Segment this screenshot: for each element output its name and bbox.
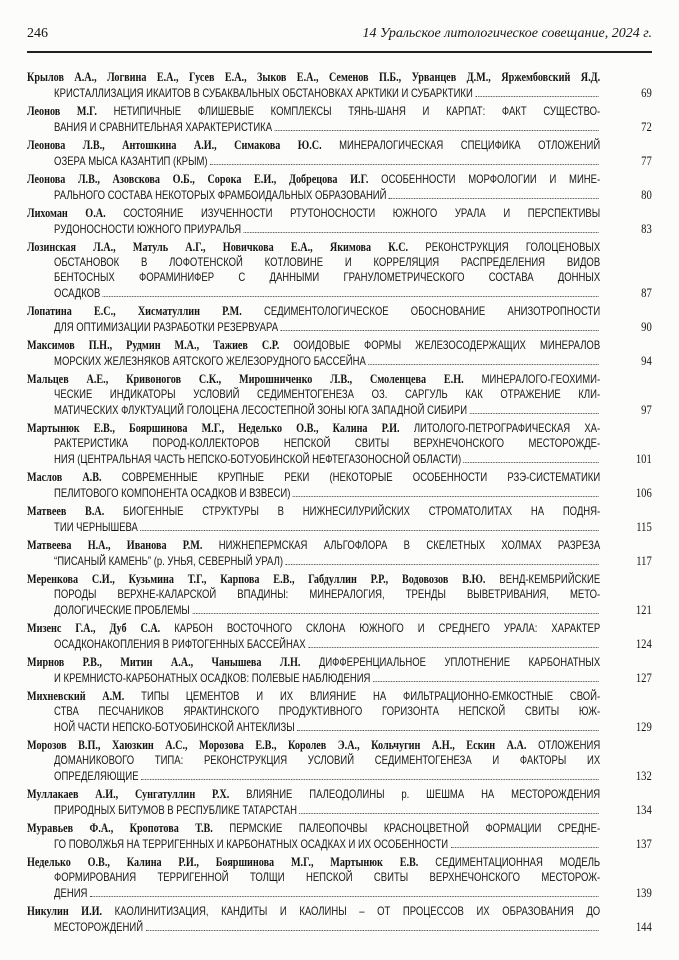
toc-entry[interactable] <box>27 855 652 900</box>
toc-entry-authors: Мирнов Р.В., Митин А.А., Чанышева Л.Н. <box>27 655 301 669</box>
toc-entry-title-part: БИОГЕННЫЕ СТРУКТУРЫ В НИЖНЕСИЛУРИЙСКИХ СТРОМАТОЛИТАХ НА ПОДНЯ- <box>123 505 601 518</box>
toc-entry-authors: Мизенс Г.А., Дуб С.А. <box>27 621 161 635</box>
toc-entry-authors: Леонов М.Г. <box>27 104 97 118</box>
dot-leader <box>285 564 598 565</box>
toc-entry[interactable] <box>27 504 652 534</box>
toc-entry-title-line: СТВА ПЕСЧАНИКОВ ЯРАКТИНСКОГО ПРОДУКТИВНОГО ГОРИЗОНТА НЕПСКОЙ СВИТЫ ЮЖ- <box>54 705 601 718</box>
toc-entry[interactable] <box>27 304 652 334</box>
toc-entry[interactable] <box>27 689 652 734</box>
toc-entry-first-line <box>27 240 600 255</box>
toc-entry-title-line: РАЛЬНОГО СОСТАВА НЕКОТОРЫХ ФРАМБОИДАЛЬНЫХ ОБРАЗОВАНИЙ <box>54 189 387 202</box>
toc-entry-page-number: 90 <box>641 319 652 334</box>
toc-entry[interactable] <box>27 206 652 236</box>
toc-entry-first-line <box>27 338 600 353</box>
dot-leader <box>141 779 599 780</box>
toc-entry-title-part: ПЕРМСКИЕ ПАЛЕОПОЧВЫ КРАСНОЦВЕТНОЙ ФОРМАЦИИ СРЕДНЕ- <box>229 822 601 835</box>
toc-entry-authors: Леонова Л.В., Антошкина А.И., Симакова Ю.С. <box>27 138 322 152</box>
toc-entry[interactable] <box>27 104 652 134</box>
toc-entry-authors: Максимов П.Н., Рудмин М.А., Тажиев С.Р. <box>27 338 280 352</box>
toc-entry[interactable] <box>27 621 652 651</box>
toc-entry-authors: Лихоман О.А. <box>27 206 106 220</box>
toc-entry-last-line <box>54 519 652 534</box>
toc-entry-authors: Крылов А.А., Логвина Е.А., Гусев Е.А., Зыков Е.А., Семенов П.Б., Урванцев Д.М., Яржембовский Я.Д. <box>27 70 601 84</box>
toc-entry-last-line <box>54 153 652 168</box>
toc-entry-authors: Недeлько О.В., Калина Р.И., Бояршинова М.Г., Мартынюк Е.В. <box>27 855 419 869</box>
toc-entry-first-line <box>27 572 600 587</box>
dot-leader <box>244 232 599 233</box>
toc-entry-title-line: ТИИ ЧЕРНЫШЕВА <box>54 521 138 534</box>
toc-entry-first-line <box>27 855 600 870</box>
toc-entry-page-number: 129 <box>635 719 652 734</box>
toc-entry-page-number: 121 <box>635 602 652 617</box>
dot-leader <box>90 896 599 897</box>
toc-entry-page-number: 77 <box>641 153 652 168</box>
toc-entry-page-number: 83 <box>641 221 652 236</box>
toc-entry-title-line: ОПРЕДЕЛЯЮЩИЕ <box>54 770 139 783</box>
toc-entry[interactable] <box>27 421 652 466</box>
toc-entry-title-part: ОТЛОЖЕНИЯ <box>538 739 601 752</box>
toc-entry-authors: Леонова Л.В., Азовскова О.Б., Сорока Е.И., Добрецова И.Г. <box>27 172 369 186</box>
toc-entry-first-line <box>27 655 600 670</box>
toc-entry-title-line: МОРСКИХ ЖЕЛЕЗНЯКОВ АЯТСКОГО ЖЕЛЕЗОРУДНОГО БАССЕЙНА <box>54 355 366 368</box>
toc-entry-title-line: ФОРМИРОВАНИЯ ТЕРРИГЕННОЙ ТОЛЩИ НЕПСКОЙ СВИТЫ ВЕРХНЕЧОНСКОГО МЕСТОРОЖ- <box>54 871 601 884</box>
running-header-title: 14 Уральское литологическое совещание, 2024 г. <box>362 26 652 41</box>
toc-entry-title-part: НИЖНЕПЕРМСКАЯ АЛЬГОФЛОРА В СКЕЛЕТНЫХ ХОЛМАХ РАЗРЕЗА <box>218 539 601 552</box>
toc-entry-title-line: ДЕНИЯ <box>54 887 88 900</box>
toc-entry-title-line: БЕНТОСНЫХ ФОРАМИНИФЕР С ДАННЫМИ ГРАНУЛОМЕТРИЧЕСКОГО СОСТАВА ДОННЫХ <box>54 271 601 284</box>
toc-entry-last-line <box>54 187 652 202</box>
dot-leader <box>293 496 599 497</box>
toc-entry-first-line <box>27 538 600 553</box>
dot-leader <box>469 413 598 414</box>
toc-entry-authors: Михневский А.М. <box>27 689 125 703</box>
toc-entry-title-line: ПЕЛИТОВОГО КОМПОНЕНТА ОСАДКОВ И ВЗВЕСИ) <box>54 487 291 500</box>
toc-entry-title-part: ЛИТОЛОГО-ПЕТРОГРАФИЧЕСКАЯ ХА- <box>413 422 601 435</box>
toc-entry-first-line <box>27 787 600 802</box>
dot-leader <box>373 681 599 682</box>
header-divider <box>27 51 652 53</box>
toc-entry-authors: Муллакаев А.И., Сунгатуллин Р.Х. <box>27 787 230 801</box>
toc-entry-last-line <box>54 402 652 417</box>
toc-entry-first-line <box>27 738 600 753</box>
toc-entry-last-line <box>54 802 652 817</box>
dot-leader <box>475 96 598 97</box>
toc-entry-title-part: СЕДИМЕНТОЛОГИЧЕСКОЕ ОБОСНОВАНИЕ АНИЗОТРОПНОСТИ <box>263 305 601 318</box>
toc-entry-last-line <box>54 768 652 783</box>
toc-entry-title-part: ОСОБЕННОСТИ МОРФОЛОГИИ И МИНЕ- <box>381 173 601 186</box>
dot-leader <box>146 930 599 931</box>
toc-entry-page-number: 144 <box>635 919 652 934</box>
toc-entry-title-line: ЧЕСКИЕ ИНДИКАТОРЫ УСЛОВИЙ СЕДИМЕНТОГЕНЕЗА ОЗ. САРГУЛЬ КАК ОТРАЖЕНИЕ КЛИ- <box>54 388 601 401</box>
toc-entry-last-line <box>54 719 652 734</box>
toc-entry-first-line <box>27 821 600 836</box>
toc-entry-last-line <box>54 221 652 236</box>
toc-entry-authors: Никулин И.И. <box>27 904 103 918</box>
toc-entry-title-line: ГО ПОВОЛЖЬЯ НА ТЕРРИГЕННЫХ И КАРБОНАТНЫХ ОСАДКАХ И ИХ ОСОБЕННОСТИ <box>54 838 449 851</box>
toc-entry-last-line <box>54 602 652 617</box>
toc-entry-title-line: ПРИРОДНЫХ БИТУМОВ В РЕСПУБЛИКЕ ТАТАРСТАН <box>54 804 297 817</box>
dot-leader <box>275 130 599 131</box>
toc-entry[interactable] <box>27 538 652 568</box>
toc-entry[interactable] <box>27 172 652 202</box>
toc-entry-first-line <box>27 104 600 119</box>
toc-entry-title-part: НЕТИПИЧНЫЕ ФЛИШЕВЫЕ КОМПЛЕКСЫ ТЯНЬ-ШАНЯ И КАРПАТ: ФАКТ СУЩЕСТВО- <box>113 105 601 118</box>
toc-entry-title-part: МИНЕРАЛОГИЧЕСКАЯ СПЕЦИФИКА ОТЛОЖЕНИЙ <box>339 139 601 152</box>
toc-entry[interactable] <box>27 70 652 100</box>
toc-entry-page-number: 117 <box>636 553 652 568</box>
toc-entry-page-number: 127 <box>635 670 652 685</box>
toc-entry-first-line <box>27 621 600 636</box>
toc-entry-title-line: ДЛЯ ОПТИМИЗАЦИИ РАЗРАБОТКИ РЕЗЕРВУАРА <box>54 321 279 334</box>
page-number: 246 <box>27 26 48 41</box>
toc-entry-page-number: 80 <box>641 187 652 202</box>
toc-entry[interactable] <box>27 240 652 300</box>
dot-leader <box>451 847 599 848</box>
toc-entry-last-line <box>54 670 652 685</box>
toc-entry-authors: Мартынюк Е.В., Бояршинова М.Г., Недeлько О.В., Калина Р.И. <box>27 421 400 435</box>
toc-entry-title-line: РАКТЕРИСТИКА ПОРОД-КОЛЛЕКТОРОВ НЕПСКОЙ СВИТЫ ВЕРХНЕЧОНСКОГО МЕСТОРОЖДЕ- <box>54 437 601 450</box>
toc-entry-last-line <box>54 119 652 134</box>
toc-entry-last-line <box>54 85 652 100</box>
toc-entry-title-part: СЕДИМЕНТАЦИОННАЯ МОДЕЛЬ <box>435 856 601 869</box>
toc-entry-title-line: ПОРОДЫ ВЕРХНЕ-КАЛАРСКОЙ ВПАДИНЫ: МИНЕРАЛОГИЯ, ТРЕНДЫ ВЫВЕТРИВАНИЯ, МЕТО- <box>54 588 601 601</box>
toc-entry-page-number: 106 <box>635 485 652 500</box>
toc-entry-page-number: 134 <box>635 802 652 817</box>
toc-entry-first-line <box>27 372 600 387</box>
toc-entry-title-part: КАРБОН ВОСТОЧНОГО СКЛОНА ЮЖНОГО И СРЕДНЕГО УРАЛА: ХАРАКТЕР <box>174 622 601 635</box>
toc-entry-title-line: И КРЕМНИСТО-КАРБОНАТНЫХ ОСАДКОВ: ПОЛЕВЫЕ НАБЛЮДЕНИЯ <box>54 672 371 685</box>
toc-entry-title-part: ТИПЫ ЦЕМЕНТОВ И ИХ ВЛИЯНИЕ НА ФИЛЬТРАЦИОННО-ЕМКОСТНЫЕ СВОЙ- <box>141 690 601 703</box>
toc-entry-last-line <box>54 885 652 900</box>
toc-entry[interactable] <box>27 372 652 417</box>
toc-entry-title-line: НИЯ (ЦЕНТРАЛЬНАЯ ЧАСТЬ НЕПСКО-БОТУОБИНСКОЙ НЕФТЕГАЗОНОСНОЙ ОБЛАСТИ) <box>54 453 462 466</box>
toc-entry-last-line <box>54 836 652 851</box>
dot-leader <box>308 647 599 648</box>
toc-entry-title-line: ОБСТАНОВОК В ЛОФОТЕНСКОЙ КОТЛОВИНЕ И КОРРЕЛЯЦИЯ РАСПРЕДЕЛЕНИЯ ВИДОВ <box>54 256 601 269</box>
toc-entry-title-part: МИНЕРАЛОГО-ГЕОХИМИ- <box>481 373 601 386</box>
toc-entry[interactable] <box>27 904 652 934</box>
toc-entry-authors: Муравьев Ф.А., Кропотова Т.В. <box>27 821 213 835</box>
toc-entry-authors: Маслов А.В. <box>27 470 102 484</box>
toc-entry-title-part: ВЕНД-КЕМБРИЙСКИЕ <box>499 573 601 586</box>
toc-entry-last-line <box>54 485 652 500</box>
toc-entry-page-number: 124 <box>635 636 652 651</box>
toc-entry-page-number: 87 <box>641 285 652 300</box>
toc-entry-title-line: МАТИЧЕСКИХ ФЛУКТУАЦИЙ ГОЛОЦЕНА ЛЕСОСТЕПНОЙ ЗОНЫ ЮГА ЗАПАДНОЙ СИБИРИ <box>54 404 468 417</box>
toc-entry-first-line <box>27 304 600 319</box>
toc-entry-first-line <box>27 206 600 221</box>
toc-entry-page-number: 139 <box>635 885 652 900</box>
toc-entry-title-line: ОЗЕРА МЫСА КАЗАНТИП (КРЫМ) <box>54 155 208 168</box>
toc-entry-first-line <box>27 504 600 519</box>
toc-entry-title-part: ДИФФЕРЕНЦИАЛЬНОЕ УПЛОТНЕНИЕ КАРБОНАТНЫХ <box>318 656 601 669</box>
toc-entry-authors: Матвеев В.А. <box>27 504 105 518</box>
toc-entry-authors: Лозинская Л.А., Матуль А.Г., Новичкова Е.А., Якимова К.С. <box>27 240 409 254</box>
toc-entry[interactable] <box>27 655 652 685</box>
dot-leader <box>299 813 598 814</box>
toc-entry-title-part: СОСТОЯНИЕ ИЗУЧЕННОСТИ РТУТОНОСНОСТИ ЮЖНОГО УРАЛА И ПЕРСПЕКТИВЫ <box>123 207 601 220</box>
toc-entry-title-part: РЕКОНСТРУКЦИЯ ГОЛОЦЕНОВЫХ <box>425 241 601 254</box>
toc-entry-title-line: ДОЛОГИЧЕСКИЕ ПРОБЛЕМЫ <box>54 604 190 617</box>
toc-entry[interactable] <box>27 470 652 500</box>
toc-entry-first-line <box>27 70 600 85</box>
toc-entry-title-part: КАОЛИНИТИЗАЦИЯ, КАНДИТЫ И КАОЛИНЫ – ОТ ПРОЦЕССОВ ИХ ОБРАЗОВАНИЯ ДО <box>114 905 601 918</box>
toc-entry-page-number: 72 <box>641 119 652 134</box>
toc-entry-title-line: НОЙ ЧАСТИ НЕПСКО-БОТУОБИНСКОЙ АНТЕКЛИЗЫ <box>54 721 295 734</box>
dot-leader <box>281 330 599 331</box>
toc-entry-last-line <box>54 353 652 368</box>
toc-entry-title-line: МЕСТОРОЖДЕНИЙ <box>54 921 144 934</box>
toc-entry-authors: Мальцев А.Е., Кривоногов С.К., Мирошниченко Л.В., Смоленцева Е.Н. <box>27 372 464 386</box>
toc-entry[interactable] <box>27 572 652 617</box>
toc-entry-authors: Лопатина Е.С., Хисматуллин Р.М. <box>27 304 242 318</box>
toc-entry-title-part: СОВРЕМЕННЫЕ КРУПНЫЕ РЕКИ (НЕКОТОРЫЕ ОСОБЕННОСТИ РЗЭ-СИСТЕМАТИКИ <box>121 471 601 484</box>
dot-leader <box>389 198 599 199</box>
toc-entry-last-line <box>54 319 652 334</box>
toc-entry-page-number: 69 <box>641 85 652 100</box>
toc-entry-title-line: ОСАДКОНАКОПЛЕНИЯ В РИФТОГЕННЫХ БАССЕЙНАХ <box>54 638 306 651</box>
toc-entry-last-line <box>54 919 652 934</box>
toc-entry-first-line <box>27 904 600 919</box>
dot-leader <box>192 613 598 614</box>
toc-entry-authors: Матвеева Н.А., Иванова Р.М. <box>27 538 203 552</box>
dot-leader <box>297 730 598 731</box>
toc-entry-authors: Меренкова С.И., Кузьмина Т.Г., Карпова Е.В., Габдуллин Р.Р., Водовозов В.Ю. <box>27 572 486 586</box>
table-of-contents <box>27 70 652 938</box>
toc-entry-first-line <box>27 470 600 485</box>
toc-entry-title-line: КРИСТАЛЛИЗАЦИЯ ИКАИТОВ В СУБАКВАЛЬНЫХ ОБСТАНОВКАХ АРКТИКИ И СУБАРКТИКИ <box>54 87 473 100</box>
toc-entry-title-line: ОСАДКОВ <box>54 287 101 300</box>
toc-entry-page-number: 115 <box>636 519 652 534</box>
toc-entry-first-line <box>27 421 600 436</box>
toc-entry-title-line: “ПИСАНЫЙ КАМЕНЬ” (р. УНЬЯ, СЕВЕРНЫЙ УРАЛ) <box>54 555 283 568</box>
toc-entry-first-line <box>27 172 600 187</box>
toc-entry-first-line <box>27 689 600 704</box>
toc-entry-authors: Морозов В.П., Хаюзкин А.С., Морозова Е.В., Королев Э.А., Кольчугин А.Н., Ескин А.А. <box>27 738 527 752</box>
toc-entry-page-number: 101 <box>635 451 652 466</box>
toc-entry-first-line <box>27 138 600 153</box>
toc-entry-title-part: ВЛИЯНИЕ ПАЛЕОДОЛИНЫ р. ШЕШМА НА МЕСТОРОЖДЕНИЯ <box>246 788 601 801</box>
dot-leader <box>464 462 599 463</box>
toc-entry-page-number: 94 <box>641 353 652 368</box>
toc-entry[interactable] <box>27 338 652 368</box>
toc-entry[interactable] <box>27 138 652 168</box>
toc-entry-title-part: ООИДОВЫЕ ФОРМЫ ЖЕЛЕЗОСОДЕРЖАЩИХ МИНЕРАЛОВ <box>293 339 601 352</box>
toc-entry-title-line: ДОМАНИКОВОГО ТИПА: РЕКОНСТРУКЦИЯ УСЛОВИЙ СЕДИМЕНТОГЕНЕЗА И ФАКТОРЫ ИХ <box>54 754 601 767</box>
dot-leader <box>103 296 599 297</box>
toc-entry-page-number: 132 <box>635 768 652 783</box>
toc-entry[interactable] <box>27 821 652 851</box>
toc-entry-page-number: 97 <box>641 402 652 417</box>
toc-entry-last-line <box>54 636 652 651</box>
toc-entry-title-line: ВАНИЯ И СРАВНИТЕЛЬНАЯ ХАРАКТЕРИСТИКА <box>54 121 273 134</box>
toc-entry-title-line: РУДОНОСНОСТИ ЮЖНОГО ПРИУРАЛЬЯ <box>54 223 242 236</box>
toc-entry-last-line <box>54 285 652 300</box>
toc-entry-last-line <box>54 451 652 466</box>
dot-leader <box>210 164 598 165</box>
dot-leader <box>140 530 598 531</box>
toc-entry[interactable] <box>27 787 652 817</box>
toc-entry[interactable] <box>27 738 652 783</box>
toc-entry-last-line <box>54 553 652 568</box>
toc-entry-page-number: 137 <box>635 836 652 851</box>
dot-leader <box>368 364 598 365</box>
